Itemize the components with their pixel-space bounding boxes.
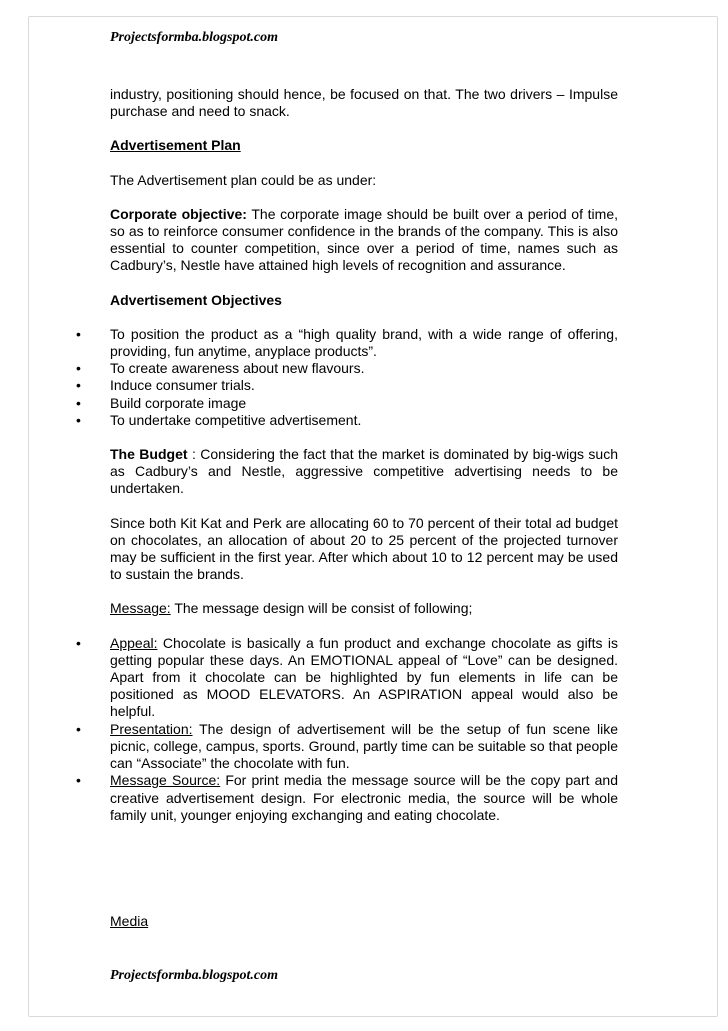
corporate-objective-text: The corporate image should be built over a period of time, so as to reinforce consumer confidence in the brands of the company. This is also essential to counter competition, since over a period of time, names such as Cadbury’s, Nestle have attained high levels of recognition and assurance. [110, 205, 618, 274]
budget-label: The Budget [110, 446, 188, 463]
media-title: Media [110, 913, 149, 929]
ad-objectives-list [76, 326, 618, 429]
corporate-objective-paragraph [110, 206, 618, 275]
corporate-objective-label: Corporate objective: [110, 205, 247, 222]
message-text: The message design will be consist of following; [170, 600, 473, 617]
list-item: • To create awareness about new flavours. [76, 360, 618, 377]
presentation-label: Presentation: [110, 720, 193, 737]
message-source-text: For print media the message source will be the copy part and creative advertisement design. For electronic media, the source will be whole family unit, younger enjoying exchanging and eating chocolate. [110, 772, 618, 823]
advertisement-plan-lead: The Advertisement plan could be as under: [110, 171, 377, 188]
appeal-label: Appeal: [110, 634, 158, 651]
list-item: • To undertake competitive advertisement. [76, 412, 618, 429]
message-paragraph [110, 600, 618, 617]
intro-paragraph: industry, positioning should hence, be focused on that. The two drivers – Impulse purchase and need to snack. [110, 86, 618, 120]
advertisement-plan-title: Advertisement Plan [110, 137, 241, 154]
budget-paragraph [110, 446, 618, 498]
list-item [76, 721, 618, 773]
budget-text: : Considering the fact that the market is dominated by big-wigs such as Cadbury’s and Nestle, aggressive competitive advertising needs to be undertaken. [110, 446, 618, 497]
presentation-text: The design of advertisement will be the setup of fun scene like picnic, college, campus, sports. Ground, partly time can be suitable so that people can “Associate” the chocolate with fun. [110, 720, 618, 772]
list-item: • To position the product as a “high quality brand, with a wide range of offering, providing, fun anytime, anyplace products”. [76, 326, 618, 360]
list-item [76, 772, 618, 824]
message-source-label: Message Source: [110, 772, 221, 789]
advertisement-plan-heading [110, 137, 618, 154]
page-header: Projectsformba.blogspot.com [110, 30, 278, 45]
media-heading [110, 913, 148, 929]
budget-allocation-paragraph: Since both Kit Kat and Perk are allocating 60 to 70 percent of their total ad budget on chocolates, an allocation of about 20 to 25 percent of the projected turnover may be sufficient in the first year. After which about 10 to 12 percent may be used to sustain the brands. [110, 514, 618, 583]
page-body [110, 86, 618, 841]
page-footer: Projectsformba.blogspot.com [110, 968, 278, 983]
list-item: • Build corporate image [76, 395, 618, 412]
ad-objectives-title: Advertisement Objectives [110, 291, 282, 308]
list-item: • Induce consumer trials. [76, 377, 618, 394]
appeal-text: Chocolate is basically a fun product and exchange chocolate as gifts is getting popular these days. An EMOTIONAL appeal of “Love” can be designed. Apart from it chocolate can be highlighted by fun elements in life can be positioned as MOOD ELEVATORS. An ASPIRATION appeal would also be helpful. [110, 634, 618, 720]
list-item [76, 635, 618, 721]
ad-objectives-heading [110, 292, 618, 309]
message-list [76, 635, 618, 824]
message-label: Message: [110, 600, 171, 617]
